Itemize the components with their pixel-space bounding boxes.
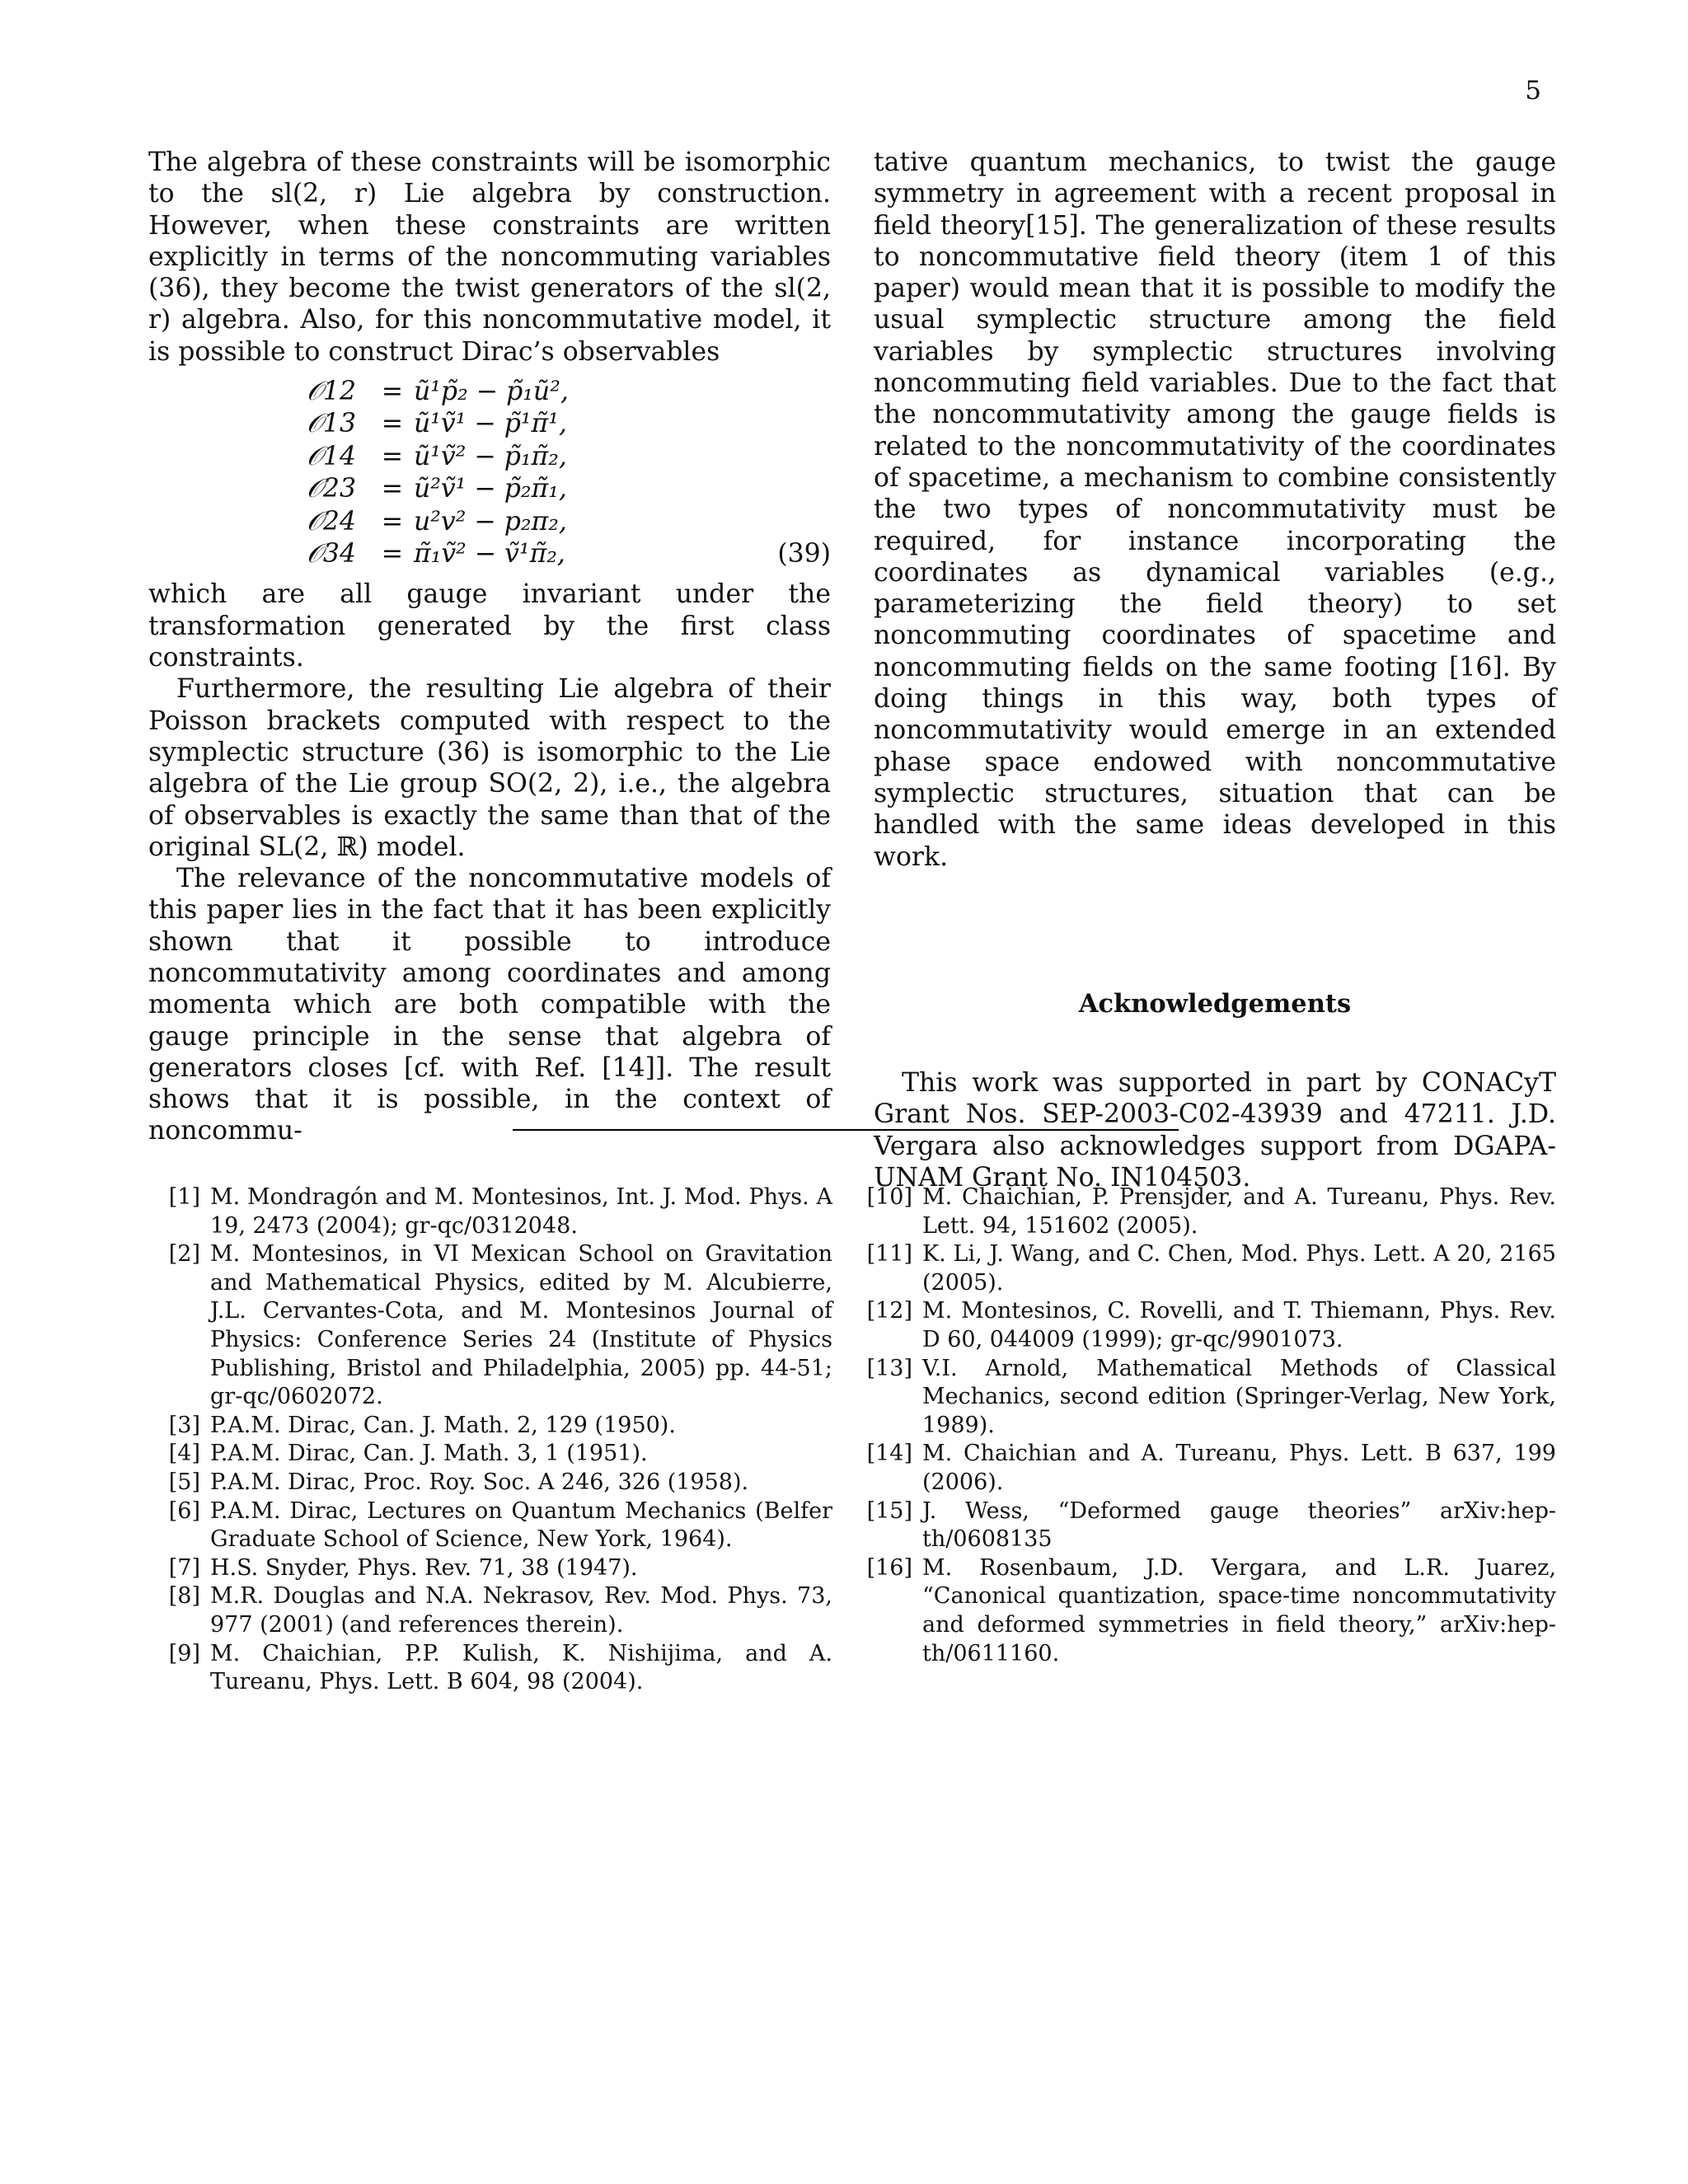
paragraph: which are all gauge invariant under the transformation generated by the first class constraints. — [148, 579, 831, 673]
acknowledgements-text: This work was supported in part by CONACyT Grant Nos. SEP-2003-C02-43939 and 47211. J.D. Vergara also acknowledges support from DGAPA-UNAM Grant No. IN104503. — [874, 1068, 1556, 1193]
reference-number: [9] — [168, 1640, 200, 1666]
equals-sign: = — [381, 474, 404, 504]
reference-text: M. Montesinos, C. Rovelli, and T. Thiemann, Phys. Rev. D 60, 044009 (1999); gr-qc/9901073. — [922, 1298, 1556, 1352]
equation-row — [148, 441, 831, 473]
equation-lhs: 𝒪13 — [307, 409, 356, 439]
equation-lhs: 𝒪34 — [307, 539, 356, 569]
equation-row — [148, 376, 831, 408]
reference-text: M. Mondragón and M. Montesinos, Int. J. Mod. Phys. A 19, 2473 (2004); gr-qc/0312048. — [210, 1184, 832, 1239]
equation-row — [148, 408, 831, 440]
reference-item — [161, 1554, 832, 1583]
reference-number: [13] — [866, 1355, 912, 1381]
reference-text: M. Chaichian and A. Tureanu, Phys. Lett. B 637, 199 (2006). — [922, 1441, 1556, 1495]
reference-text: M. Montesinos, in VI Mexican School on Gravitation and Mathematical Physics, edited by M. Alcubierre, J.L. Cervantes-Cota, and M. Montesinos Journal of Physics: Conference Series 24 (Institute of Physics Publishing, Bristol and Philadelphia, 2005) pp. 44-51; gr-qc/0602072. — [210, 1241, 832, 1410]
reference-number: [15] — [866, 1497, 912, 1524]
reference-text: K. Li, J. Wang, and C. Chen, Mod. Phys. Lett. A 20, 2165 (2005). — [922, 1241, 1556, 1296]
reference-text: M. Chaichian, P. Prensjder, and A. Tureanu, Phys. Rev. Lett. 94, 151602 (2005). — [922, 1184, 1556, 1239]
paragraph: The algebra of these constraints will be isomorphic to the sl(2, r) Lie algebra by construction. However, when these constraints are written explicitly in terms of the noncommuting variables (36), they become the twist generators of the sl(2, r) algebra. Also, for this noncommutative model, it is possible to construct Dirac’s observables — [148, 148, 831, 367]
equation-row — [148, 538, 831, 570]
reference-item — [861, 1554, 1556, 1668]
reference-item — [161, 1582, 832, 1639]
reference-number: [12] — [866, 1298, 912, 1324]
references-right — [861, 1183, 1556, 1668]
equals-sign: = — [381, 377, 404, 407]
reference-number: [8] — [168, 1583, 200, 1610]
reference-text: V.I. Arnold, Mathematical Methods of Classical Mechanics, second edition (Springer-Verlag, New York, 1989). — [922, 1355, 1556, 1438]
reference-number: [6] — [168, 1497, 200, 1524]
reference-text: M. Rosenbaum, J.D. Vergara, and L.R. Juarez, “Canonical quantization, space-time noncommutativity and deformed symmetries in field theory,” arXiv:hep-th/0611160. — [922, 1554, 1556, 1666]
paragraph: tative quantum mechanics, to twist the gauge symmetry in agreement with a recent proposal in field theory[15]. The generalization of these results to noncommutative field theory (item 1 of this paper) would mean that it is possible to modify the usual symplectic structure among the field variables by symplectic structures involving noncommuting field variables. Due to the fact that the noncommutativity among the gauge fields is related to the noncommutativity of the coordinates of spacetime, a mechanism to combine consistently the two types of noncommutativity must be required, for instance incorporating the coordinates as dynamical variables (e.g., parameterizing the field theory) to set noncommuting coordinates of spacetime and noncommuting fields on the same footing [16]. By doing things in this way, both types of noncommutativity would emerge in an extended phase space endowed with noncommutative symplectic structures, situation that can be handled with the same ideas developed in this work. — [874, 148, 1556, 872]
reference-item — [161, 1640, 832, 1697]
equation-lhs: 𝒪23 — [307, 474, 356, 504]
reference-number: [4] — [168, 1441, 200, 1467]
equation-number: (39) — [777, 539, 831, 569]
reference-item — [861, 1497, 1556, 1554]
equation-rhs: ũ¹p̃₂ − p̃₁ũ², — [414, 377, 569, 407]
reference-number: [2] — [168, 1241, 200, 1268]
reference-number: [3] — [168, 1412, 200, 1438]
equation-lhs: 𝒪14 — [307, 441, 356, 471]
reference-text: P.A.M. Dirac, Can. J. Math. 2, 129 (1950). — [210, 1412, 676, 1438]
reference-text: P.A.M. Dirac, Can. J. Math. 3, 1 (1951). — [210, 1441, 648, 1467]
equation-lhs: 𝒪24 — [307, 506, 356, 537]
equation-row — [148, 473, 831, 505]
paragraph: Furthermore, the resulting Lie algebra of their Poisson brackets computed with respect to the symplectic structure (36) is isomorphic to the Lie algebra of the Lie group SO(2, 2), i.e., the algebra of observables is exactly the same than that of the original SL(2, ℝ) model. — [148, 674, 831, 862]
reference-text: M.R. Douglas and N.A. Nekrasov, Rev. Mod. Phys. 73, 977 (2001) (and references therein). — [210, 1583, 832, 1638]
reference-number: [14] — [866, 1441, 912, 1467]
reference-number: [1] — [168, 1184, 200, 1210]
reference-item — [861, 1297, 1556, 1354]
acknowledgements-heading: Acknowledgements — [1078, 988, 1352, 1019]
equation-lhs: 𝒪12 — [307, 377, 356, 407]
references-left — [161, 1183, 832, 1697]
reference-item — [161, 1183, 832, 1240]
equation-rhs: u²v² − p₂π₂, — [414, 506, 567, 537]
page-number: 5 — [1525, 76, 1541, 105]
references-divider — [513, 1129, 1179, 1131]
reference-item — [161, 1497, 832, 1554]
reference-item — [161, 1469, 832, 1497]
reference-item — [161, 1412, 832, 1441]
reference-item — [161, 1440, 832, 1469]
reference-item — [861, 1440, 1556, 1497]
reference-item — [861, 1355, 1556, 1441]
reference-item — [861, 1183, 1556, 1240]
reference-number: [7] — [168, 1554, 200, 1581]
reference-text: H.S. Snyder, Phys. Rev. 71, 38 (1947). — [210, 1554, 638, 1581]
reference-text: P.A.M. Dirac, Proc. Roy. Soc. A 246, 326 (1958). — [210, 1469, 749, 1495]
equals-sign: = — [381, 539, 404, 569]
equation-rhs: π̃₁ṽ² − ṽ¹π̃₂, — [414, 539, 565, 569]
reference-number: [11] — [866, 1241, 912, 1268]
reference-text: J. Wess, “Deformed gauge theories” arXiv:hep-th/0608135 — [922, 1497, 1556, 1553]
reference-number: [5] — [168, 1469, 200, 1495]
paragraph: The relevance of the noncommutative models of this paper lies in the fact that it has been explicitly shown that it possible to introduce noncommutativity among coordinates and among momenta which are both compatible with the gauge principle in the sense that algebra of generators closes [cf. with Ref. [14]]. The result shows that it is possible, in the context of noncommu- — [148, 864, 831, 1146]
left-column — [148, 147, 831, 1147]
equals-sign: = — [381, 409, 404, 439]
equation-rhs: ũ¹ṽ² − p̃₁π̃₂, — [414, 441, 567, 471]
equation-rhs: ũ¹ṽ¹ − p̃¹π̃¹, — [414, 409, 567, 439]
reference-item — [161, 1240, 832, 1412]
right-column — [874, 147, 1556, 1193]
equals-sign: = — [381, 506, 404, 537]
equation-row — [148, 506, 831, 538]
reference-item — [861, 1240, 1556, 1297]
equation-rhs: ũ²ṽ¹ − p̃₂π̃₁, — [414, 474, 567, 504]
reference-number: [10] — [866, 1184, 912, 1210]
equals-sign: = — [381, 441, 404, 471]
reference-number: [16] — [866, 1554, 912, 1581]
equation-39 — [148, 376, 831, 570]
reference-text: M. Chaichian, P.P. Kulish, K. Nishijima, and A. Tureanu, Phys. Lett. B 604, 98 (2004). — [210, 1640, 832, 1695]
reference-text: P.A.M. Dirac, Lectures on Quantum Mechanics (Belfer Graduate School of Science, New York, 1964). — [210, 1497, 832, 1553]
